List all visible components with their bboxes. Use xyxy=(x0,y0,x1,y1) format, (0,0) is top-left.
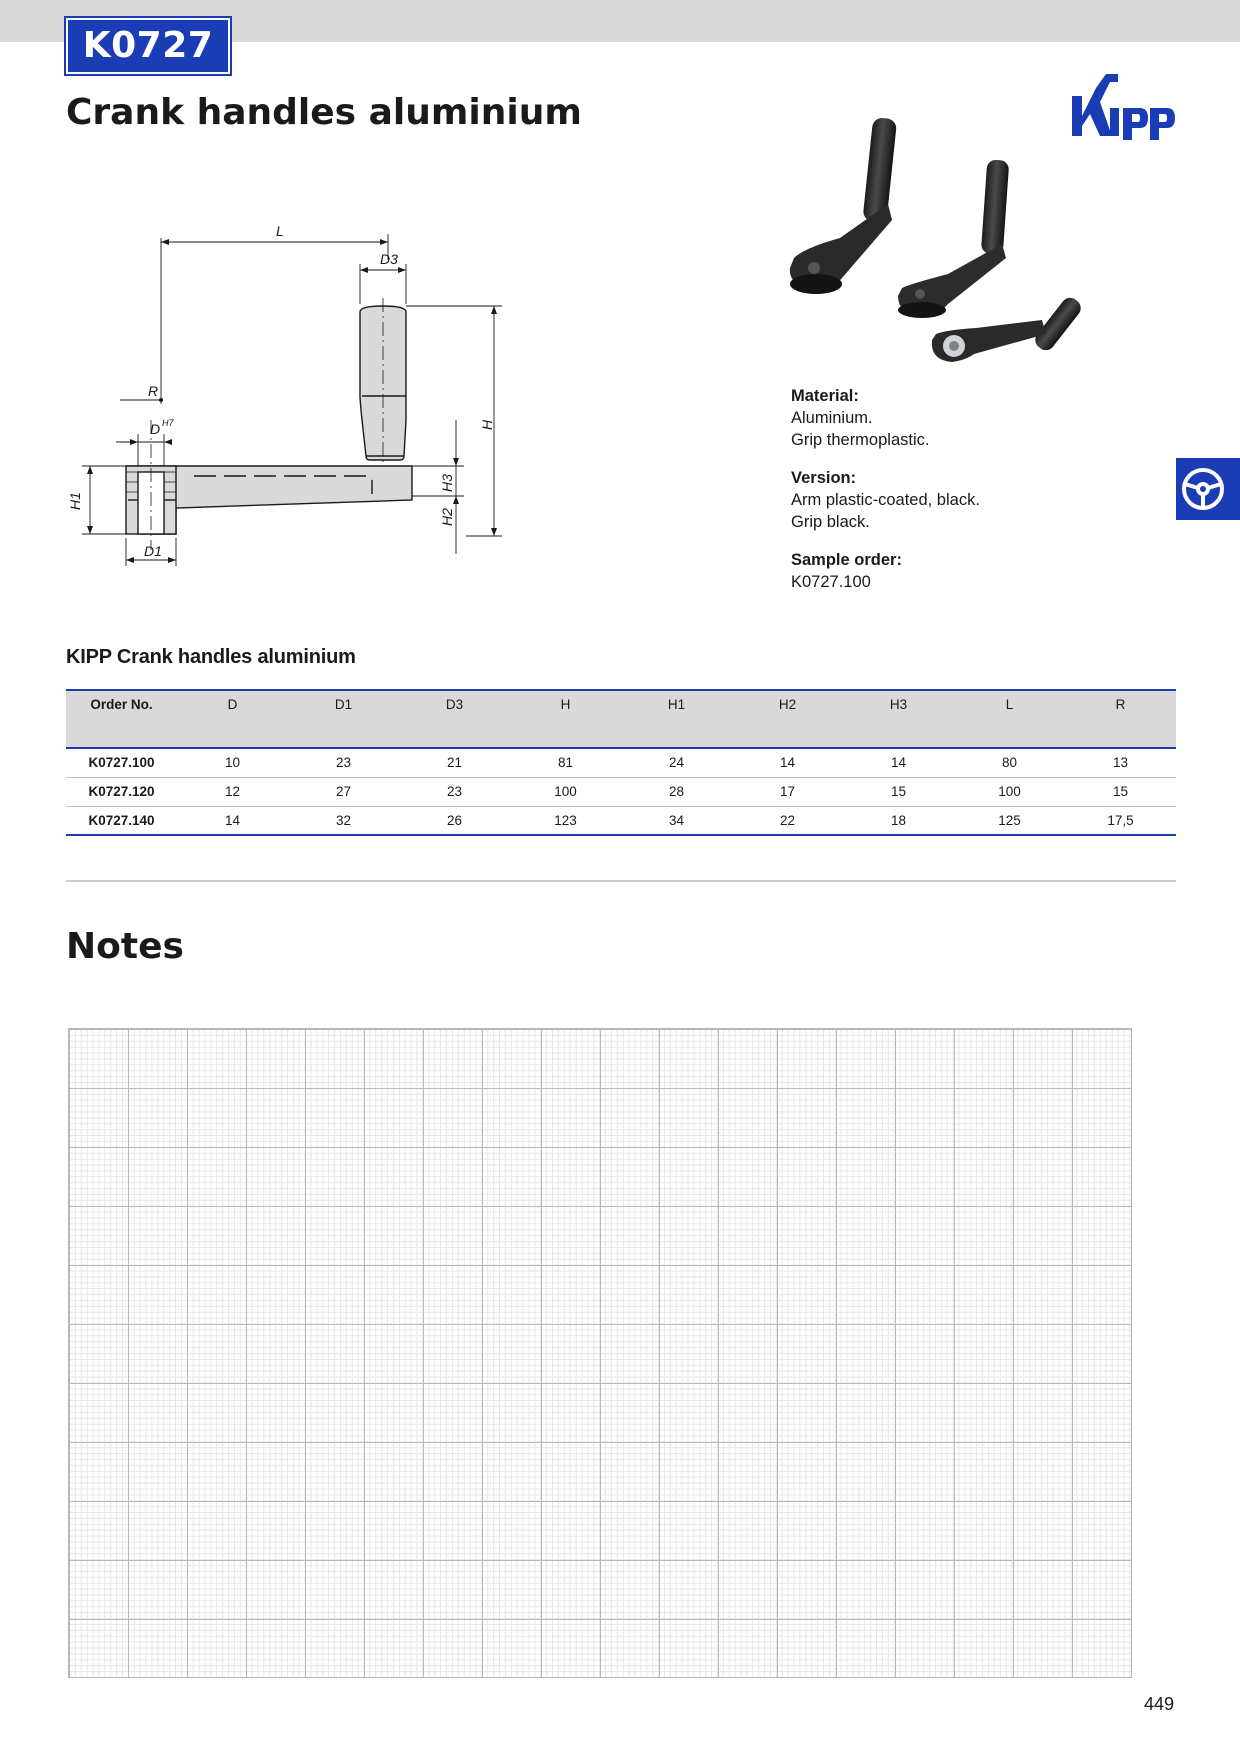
table-cell: 12 xyxy=(177,777,288,806)
table-cell: 100 xyxy=(510,777,621,806)
column-header: H3 xyxy=(843,690,954,748)
label-D3: D3 xyxy=(380,251,398,267)
table-row xyxy=(66,748,1176,777)
table-cell: 21 xyxy=(399,748,510,777)
table-row xyxy=(66,806,1176,835)
table-cell: 23 xyxy=(399,777,510,806)
table-cell: 123 xyxy=(510,806,621,835)
order-number-cell: K0727.140 xyxy=(66,806,177,835)
material-line: Aluminium. xyxy=(791,409,873,427)
section-divider xyxy=(66,880,1176,882)
table-cell: 23 xyxy=(288,748,399,777)
technical-drawing xyxy=(66,220,526,580)
column-header: H1 xyxy=(621,690,732,748)
table-cell: 81 xyxy=(510,748,621,777)
column-header: D3 xyxy=(399,690,510,748)
category-side-tab[interactable] xyxy=(1176,458,1240,520)
version-label: Version: xyxy=(791,469,857,487)
table-cell: 18 xyxy=(843,806,954,835)
table-cell: 28 xyxy=(621,777,732,806)
page-title: Crank handles aluminium xyxy=(66,92,582,133)
version-line: Grip black. xyxy=(791,513,870,531)
label-R: R xyxy=(148,383,159,399)
table-title: KIPP Crank handles aluminium xyxy=(66,646,356,668)
notes-grid-paper[interactable] xyxy=(68,1028,1132,1678)
table-cell: 14 xyxy=(843,748,954,777)
material-line: Grip thermoplastic. xyxy=(791,431,930,449)
column-header: R xyxy=(1065,690,1176,748)
table-cell: 27 xyxy=(288,777,399,806)
material-label: Material: xyxy=(791,387,859,405)
column-header: Order No. xyxy=(66,690,177,748)
sample-order-label: Sample order: xyxy=(791,551,902,569)
version-line: Arm plastic-coated, black. xyxy=(791,491,980,509)
table-cell: 22 xyxy=(732,806,843,835)
version-block xyxy=(791,467,1171,533)
order-number-cell: K0727.100 xyxy=(66,748,177,777)
steering-wheel-icon xyxy=(1176,458,1240,520)
label-H: H xyxy=(479,419,495,430)
dimensions-table xyxy=(66,689,1176,836)
column-header: D1 xyxy=(288,690,399,748)
table-cell: 10 xyxy=(177,748,288,777)
dimensions-table-wrap xyxy=(66,689,1176,836)
material-block xyxy=(791,385,1171,451)
table-cell: 14 xyxy=(177,806,288,835)
label-H1: H1 xyxy=(67,492,83,510)
table-cell: 24 xyxy=(621,748,732,777)
page-number: 449 xyxy=(1144,1694,1175,1714)
specifications xyxy=(791,385,1171,609)
table-cell: 15 xyxy=(1065,777,1176,806)
label-H3: H3 xyxy=(439,474,455,492)
label-D1: D1 xyxy=(144,543,162,559)
column-header: L xyxy=(954,690,1065,748)
label-L: L xyxy=(276,223,284,239)
table-cell: 32 xyxy=(288,806,399,835)
table-cell: 14 xyxy=(732,748,843,777)
label-H7: H7 xyxy=(162,418,174,428)
notes-title: Notes xyxy=(66,926,184,967)
product-code-badge: K0727 xyxy=(66,18,230,74)
table-cell: 17 xyxy=(732,777,843,806)
table-cell: 100 xyxy=(954,777,1065,806)
order-number-cell: K0727.120 xyxy=(66,777,177,806)
table-cell: 17,5 xyxy=(1065,806,1176,835)
table-cell: 15 xyxy=(843,777,954,806)
label-D: D xyxy=(150,421,161,437)
sample-order-value: K0727.100 xyxy=(791,573,871,591)
product-photo xyxy=(780,108,1110,378)
column-header: H2 xyxy=(732,690,843,748)
table-cell: 13 xyxy=(1065,748,1176,777)
table-cell: 34 xyxy=(621,806,732,835)
column-header: H xyxy=(510,690,621,748)
table-cell: 26 xyxy=(399,806,510,835)
table-header-row xyxy=(66,690,1176,748)
table-cell: 80 xyxy=(954,748,1065,777)
label-H2: H2 xyxy=(439,508,455,526)
column-header: D xyxy=(177,690,288,748)
sample-order-block xyxy=(791,549,1171,593)
table-row xyxy=(66,777,1176,806)
table-cell: 125 xyxy=(954,806,1065,835)
